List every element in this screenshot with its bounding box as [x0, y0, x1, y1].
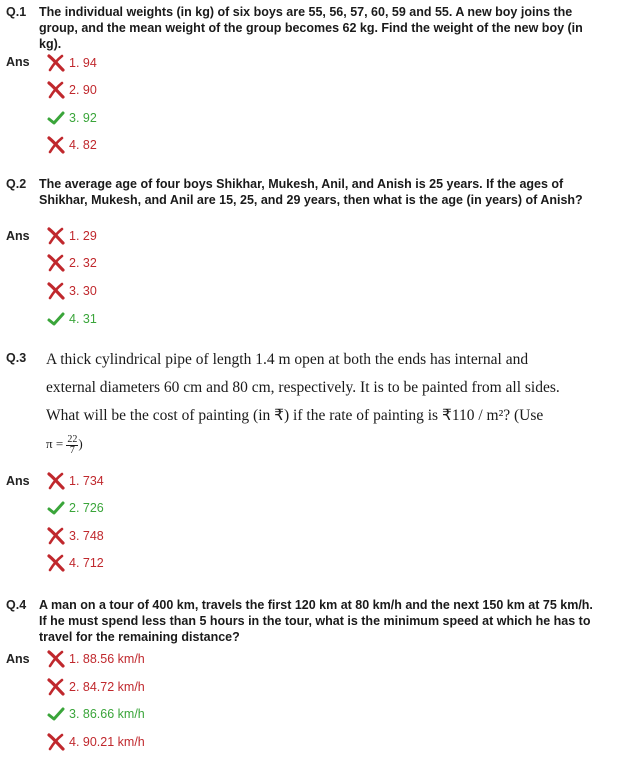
option-label: 1. 88.56 km/h [69, 652, 145, 666]
option-2[interactable] [45, 677, 145, 697]
cross-icon [45, 527, 67, 545]
option-3[interactable] [45, 704, 145, 724]
option-2[interactable] [45, 498, 104, 518]
option-3[interactable] [45, 281, 97, 301]
check-icon [45, 499, 67, 517]
option-label: 4. 31 [69, 312, 97, 326]
option-4[interactable] [45, 732, 145, 752]
option-label: 3. 748 [69, 529, 104, 543]
option-label: 2. 90 [69, 83, 97, 97]
fraction-denominator: 7 [69, 444, 75, 456]
question-line: A thick cylindrical pipe of length 1.4 m open at both the ends has internal and [46, 351, 529, 368]
pi-suffix: ) [78, 436, 83, 451]
option-label: 4. 90.21 km/h [69, 735, 145, 749]
option-3[interactable] [45, 108, 97, 128]
fraction [66, 435, 78, 456]
option-label: 4. 712 [69, 556, 104, 570]
check-icon [45, 705, 67, 723]
question-text: The individual weights (in kg) of six boys are 55, 56, 57, 60, 59 and 55. A new boy joins the group, and the mean weight of the group becomes 62 kg. Find the weight of the new boy (in kg). [39, 5, 583, 51]
option-label: 1. 29 [69, 229, 97, 243]
question-number: Q.1 [6, 5, 27, 19]
option-4[interactable] [45, 553, 104, 573]
cross-icon [45, 254, 67, 272]
question-number: Q.3 [6, 351, 27, 365]
question-line: external diameters 60 cm and 80 cm, respectively. It is to be painted from all sides. [46, 379, 560, 396]
cross-icon [45, 733, 67, 751]
option-4[interactable] [45, 309, 97, 329]
cross-icon [45, 54, 67, 72]
option-label: 3. 86.66 km/h [69, 707, 145, 721]
option-label: 3. 30 [69, 284, 97, 298]
cross-icon [45, 136, 67, 154]
option-label: 2. 32 [69, 256, 97, 270]
cross-icon [45, 282, 67, 300]
cross-icon [45, 81, 67, 99]
fraction-numerator: 22 [67, 433, 78, 445]
question-text [46, 346, 606, 458]
option-label: 3. 92 [69, 111, 97, 125]
question-number: Q.4 [6, 598, 27, 612]
check-icon [45, 109, 67, 127]
option-2[interactable] [45, 80, 97, 100]
question-number: Q.2 [6, 177, 27, 191]
cross-icon [45, 554, 67, 572]
option-label: 1. 734 [69, 474, 104, 488]
question-text: A man on a tour of 400 km, travels the first 120 km at 80 km/h and the next 150 km at 75 km/h. If he must spend less than 5 hours in the tour, what is the minimum speed at which he has to travel for the remaining distance? [39, 598, 593, 644]
cross-icon [45, 472, 67, 490]
cross-icon [45, 650, 67, 668]
question-text: The average age of four boys Shikhar, Mukesh, Anil, and Anish is 25 years. If the ages of Shikhar, Mukesh, and Anil are 15, 25, and 29 years, then what is the age (in years) of Anish? [39, 177, 583, 207]
option-4[interactable] [45, 135, 97, 155]
option-1[interactable] [45, 226, 97, 246]
cross-icon [45, 678, 67, 696]
check-icon [45, 310, 67, 328]
question-line: What will be the cost of painting (in ₹) if the rate of painting is ₹110 / m²? (Use [46, 407, 544, 424]
answer-label: Ans [6, 474, 30, 488]
option-1[interactable] [45, 649, 145, 669]
answer-label: Ans [6, 652, 30, 666]
option-1[interactable] [45, 53, 97, 73]
pi-expression [46, 430, 606, 458]
option-label: 4. 82 [69, 138, 97, 152]
option-label: 2. 726 [69, 501, 104, 515]
option-label: 2. 84.72 km/h [69, 680, 145, 694]
cross-icon [45, 227, 67, 245]
option-1[interactable] [45, 471, 104, 491]
answer-label: Ans [6, 55, 30, 69]
option-3[interactable] [45, 526, 104, 546]
pi-prefix: π = [46, 436, 67, 451]
option-2[interactable] [45, 253, 97, 273]
answer-label: Ans [6, 229, 30, 243]
option-label: 1. 94 [69, 56, 97, 70]
